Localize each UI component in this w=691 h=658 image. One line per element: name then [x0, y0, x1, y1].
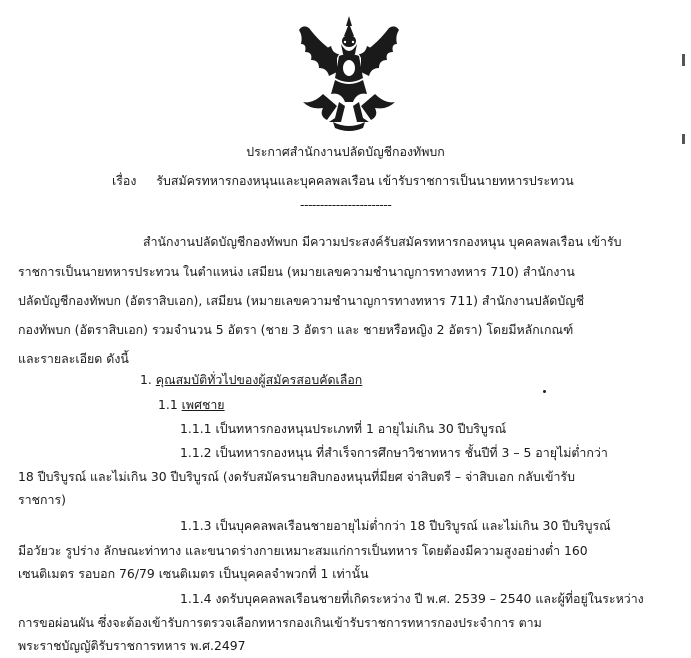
item-line: ราชการ) — [18, 492, 66, 507]
section-title: คุณสมบัติทั่วไปของผู้สมัครสอบคัดเลือก — [155, 372, 363, 387]
scan-speck — [543, 390, 546, 393]
separator: ----------------------- — [300, 197, 392, 212]
item-line: 18 ปีบริบูรณ์ และไม่เกิน 30 ปีบริบูรณ์ (งดรับสมัครนายสิบกองหนุนที่มียศ จ่าสิบตรี – จ่าสิบเอก กลับเข้ารับ — [18, 469, 575, 484]
item-line: เซนติเมตร รอบอก 76/79 เซนติเมตร เป็นบุคคลจำพวกที่ 1 เท่านั้น — [18, 566, 369, 581]
item-line: พระราชบัญญัติรับราชการทหาร พ.ศ.2497 — [18, 638, 246, 653]
garuda-emblem-icon — [293, 14, 405, 132]
item-line: 1.1.1 เป็นทหารกองหนุนประเภทที่ 1 อายุไม่เกิน 30 ปีบริบูรณ์ — [180, 421, 507, 436]
item-line: 1.1.3 เป็นบุคคลพลเรือนชายอายุไม่ต่ำกว่า 18 ปีบริบูรณ์ และไม่เกิน 30 ปีบริบูรณ์ — [180, 518, 611, 533]
section-number: 1. — [140, 372, 152, 387]
intro-line: และรายละเอียด ดังนี้ — [18, 351, 129, 366]
subsection-number: 1.1 — [158, 397, 178, 412]
intro-line: กองทัพบก (อัตราสิบเอก) รวมจำนวน 5 อัตรา (ชาย 3 อัตรา และ ชายหรือหญิง 2 อัตรา) โดยมีหลักเกณฑ์ — [18, 322, 574, 337]
item-line: มีอวัยวะ รูปร่าง ลักษณะท่าทาง และขนาดร่างกายเหมาะสมแก่การเป็นทหาร โดยต้องมีความสูงอย่างต่ำ 160 — [18, 543, 588, 558]
subject-text: รับสมัครทหารกองหนุนและบุคคลพลเรือน เข้ารับราชการเป็นนายทหารประทวน — [156, 173, 574, 188]
edge-mark — [682, 134, 685, 144]
intro-line: ปลัดบัญชีกองทัพบก (อัตราสิบเอก), เสมียน (หมายเลขความชำนาญการทางทหาร 711) สำนักงานปลัดบัญชี — [18, 293, 585, 308]
section-heading — [140, 371, 362, 389]
subject-label: เรื่อง — [112, 173, 137, 188]
edge-mark — [682, 54, 685, 66]
intro-line: ราชการเป็นนายทหารประทวน ในตำแหน่ง เสมียน (หมายเลขความชำนาญการทางทหาร 710) สำนักงาน — [18, 264, 575, 279]
item-line: 1.1.4 งดรับบุคคลพลเรือนชายที่เกิดระหว่าง ปี พ.ศ. 2539 – 2540 และผู้ที่อยู่ในระหว่าง — [180, 591, 644, 606]
item-line: 1.1.2 เป็นทหารกองหนุน ที่สำเร็จการศึกษาวิชาทหาร ชั้นปีที่ 3 – 5 อายุไม่ต่ำกว่า — [180, 445, 608, 460]
subsection-heading — [158, 396, 225, 414]
intro-line: สำนักงานปลัดบัญชีกองทัพบก มีความประสงค์รับสมัครทหารกองหนุน บุคคลพลเรือน เข้ารับ — [143, 234, 622, 249]
subsection-title: เพศชาย — [181, 397, 225, 412]
item-line: การขอผ่อนผัน ซึ่งจะต้องเข้ารับการตรวจเลือกทหารกองเกินเข้ารับราชการทหารกองประจำการ ตาม — [18, 615, 542, 630]
announcement-title: ประกาศสำนักงานปลัดบัญชีกองทัพบก — [246, 144, 445, 159]
announcement-subject — [112, 172, 574, 190]
